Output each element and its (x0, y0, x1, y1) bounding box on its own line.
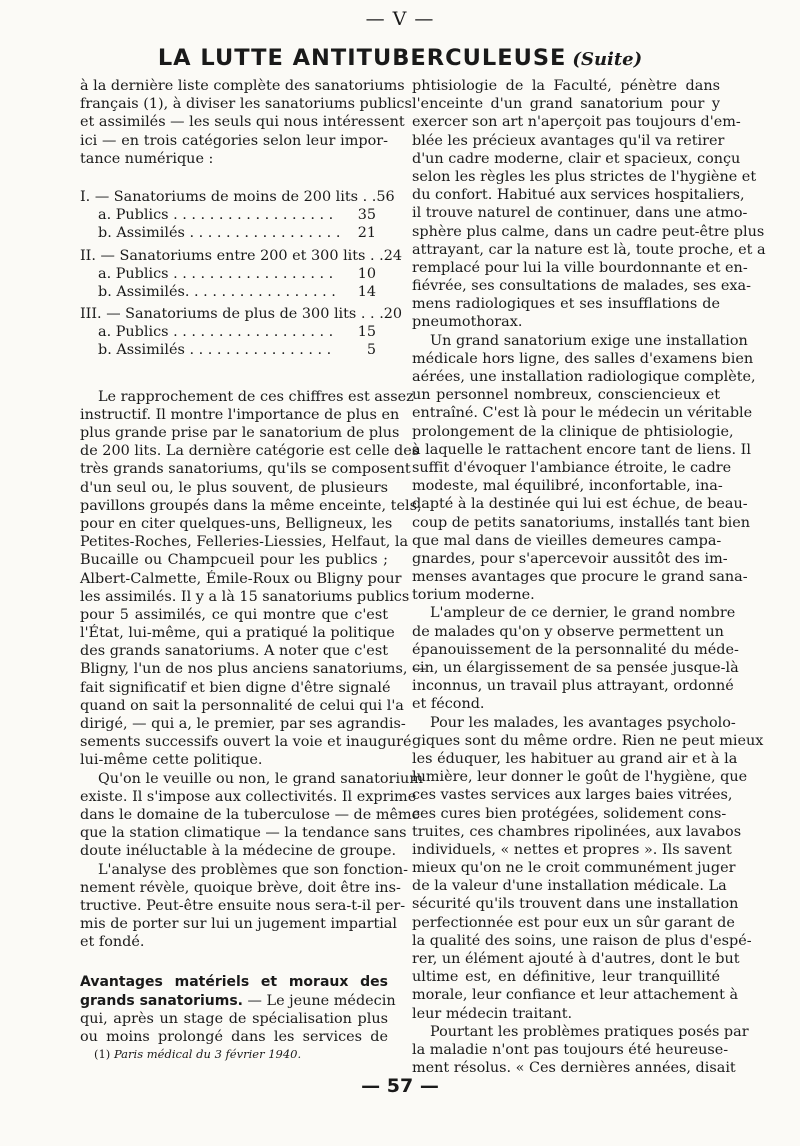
text-line: coup de petits sanatoriums, installés tant bien (412, 514, 751, 531)
footnote-text: Paris médical du 3 février 1940. (113, 1047, 302, 1061)
text-line: mens radiologiques et ses insufflations de (412, 296, 720, 313)
page-number: — 57 — (361, 1075, 439, 1097)
text-line: mis de porter sur lui un jugement impartial (80, 916, 398, 933)
text-line: ou moins prolongé dans les services de (80, 1029, 388, 1045)
subcategory-value: 14 (357, 283, 376, 300)
paragraph (80, 388, 427, 770)
text-line: lui-même cette politique. (80, 752, 263, 769)
text-line: un personnel nombreux, consciencieux et (412, 387, 720, 404)
paragraph (412, 604, 739, 713)
text-line: exercer son art n'aperçoit pas toujours d'em- (412, 114, 741, 131)
subcategory-value: 21 (357, 225, 376, 242)
footnote-marker: (1) (94, 1047, 111, 1061)
category-total: 56 (376, 188, 395, 205)
text-line (80, 992, 396, 1010)
subcategory-label: b. Assimilés. . . . . . . . . . . . . . . . . (98, 283, 336, 300)
text-line: pavillons groupés dans la même enceinte, tels, (80, 497, 422, 514)
subcategory-label: a. Publics . . . . . . . . . . . . . . . . . . (98, 265, 334, 282)
title-text: LA LUTTE ANTITUBERCULEUSE (157, 45, 567, 71)
intro-paragraph (80, 77, 412, 168)
text-line: ment résolus. « Ces dernières années, disait (412, 1060, 736, 1077)
text-line: inconnus, un travail plus attrayant, ordonné (412, 678, 734, 695)
text-line: Le rapprochement de ces chiffres est assez (98, 388, 414, 405)
text-line: des grands sanatoriums. A noter que c'est (80, 643, 388, 660)
text-line: ici — en trois catégories selon leur impor- (80, 132, 388, 149)
subcategory-value: 35 (357, 207, 376, 224)
text-line: instructif. Il montre l'importance de plus en (80, 406, 400, 423)
text-line: la maladie n'ont pas toujours été heureuse- (412, 1041, 729, 1058)
text-line: de 200 lits. La dernière catégorie est celle des (80, 443, 420, 460)
subcategory-row (80, 206, 388, 224)
subcategory-row (80, 224, 388, 242)
text-line: existe. Il s'impose aux collectivités. Il exprime (80, 788, 417, 805)
text-line: d'un seul ou, le plus souvent, de plusieurs (80, 479, 388, 496)
text-line: et fécond. (412, 696, 485, 713)
text-line: tructive. Peut-être ensuite nous sera-t-il per- (80, 897, 406, 914)
text-line: plus grande prise par le sanatorium de plus (80, 425, 400, 441)
text-line: Pourtant les problèmes pratiques posés par (430, 1023, 749, 1040)
text-line: ultime est, en définitive, leur tranquillité (412, 969, 720, 986)
text-line: de malades qu'on y observe permettent un (412, 623, 724, 640)
text-line: gnardes, pour s'apercevoir aussitôt des im- (412, 550, 728, 567)
text-line: modeste, mal équilibré, inconfortable, ina- (412, 478, 723, 495)
text-line: pneumothorax. (412, 314, 523, 331)
text-line: la qualité des soins, une raison de plus d'espé- (412, 932, 752, 949)
text-line: fiévrée, ses consultations de malades, ses exa- (412, 278, 751, 295)
paragraph (412, 332, 756, 605)
category-label: I. — Sanatoriums de moins de 200 lits . . (80, 188, 377, 205)
subcategory-value: 10 (357, 265, 376, 282)
text-line: remplacé pour lui la ville bourdonnante et en- (412, 259, 748, 276)
text-line: fait significatif et bien digne d'être signalé (80, 679, 391, 696)
text-line: dans le domaine de la tuberculose — de même (80, 806, 421, 823)
left-column (80, 77, 427, 1046)
category-row (80, 188, 395, 206)
text-line: il trouve naturel de continuer, dans une atmo- (412, 205, 748, 222)
paragraph (80, 770, 423, 861)
text-line: et fondé. (80, 934, 145, 951)
subcategory-value: 15 (357, 324, 376, 341)
text-line: d'un cadre moderne, clair et spacieux, conçu (412, 150, 741, 167)
text-line: les assimilés. Il y a là 15 sanatoriums publics (80, 588, 410, 605)
subcategory-label: a. Publics . . . . . . . . . . . . . . . . . . (98, 324, 334, 341)
right-column (412, 77, 766, 1077)
section-paragraph (80, 973, 396, 1046)
subcategory-label: b. Assimilés . . . . . . . . . . . . . . . . (98, 342, 332, 359)
text-line: Albert-Calmette, Émile-Roux ou Bligny pour (80, 570, 402, 587)
text-line: Petites-Roches, Felleries-Liessies, Helfaut, la (80, 534, 409, 551)
text-line: ces cures bien protégées, solidement cons- (412, 805, 727, 822)
text-line: l'État, lui-même, qui a pratiqué la politique (80, 625, 395, 642)
paragraph (80, 861, 409, 952)
text-line: prolongement de la clinique de phtisiologie, (412, 423, 734, 440)
page-title (0, 43, 800, 75)
text-line: tance numérique : (80, 150, 214, 167)
subcategory-value: 5 (366, 342, 376, 359)
text-line: attrayant, car la nature est là, toute proche, et a (412, 241, 766, 258)
category-label: III. — Sanatoriums de plus de 300 lits . . . (80, 306, 384, 323)
subcategory-row (80, 323, 388, 341)
text-line: Qu'on le veuille ou non, le grand sanatorium (98, 770, 423, 787)
category-list (80, 188, 403, 360)
text-line: Bucaille ou Champcueil pour les publics ; (80, 552, 388, 569)
subcategory-label: a. Publics . . . . . . . . . . . . . . . . . . (98, 207, 334, 224)
text-line: à la dernière liste complète des sanatoriums (80, 78, 405, 94)
text-line: entraîné. C'est là pour le médecin un véritable (412, 405, 753, 422)
text-line: morale, leur confiance et leur attachement à (412, 987, 739, 1004)
section-heading: Avantages matériels et moraux des (80, 974, 388, 991)
text-line: cin, un élargissement de sa pensée jusque-là (412, 660, 739, 676)
subcategory-row (80, 341, 388, 359)
text-line: Un grand sanatorium exige une installation (430, 332, 748, 349)
text-line: qui, après un stage de spécialisation plus (80, 1010, 388, 1027)
text-line: blée les précieux avantages qu'il va retirer (412, 132, 725, 149)
subcategory-label: b. Assimilés . . . . . . . . . . . . . . . . . (98, 225, 341, 242)
text-line: L'ampleur de ce dernier, le grand nombre (430, 605, 736, 622)
text-line: du confort. Habitué aux services hospitaliers, (412, 187, 745, 204)
section-roman-numeral: — V — (365, 8, 435, 30)
text-line: giques sont du même ordre. Rien ne peut mieux (412, 732, 764, 749)
text-line: pour en citer quelques-uns, Belligneux, les (80, 515, 393, 532)
text-line: mieux qu'on ne le croit communément juger (412, 860, 736, 877)
text-line: et assimilés — les seuls qui nous intéressent (80, 114, 405, 131)
text-line: individuels, « nettes et propres ». Ils savent (412, 841, 732, 858)
text-line: pour 5 assimilés, ce qui montre que c'est (80, 606, 388, 623)
title-suite: (Suite) (572, 49, 643, 70)
category-row (80, 247, 403, 265)
text-line: que la station climatique — la tendance sans (80, 825, 407, 842)
text-line: sements successifs ouvert la voie et inauguré (80, 734, 412, 751)
text-line: menses avantages que procure le grand sana- (412, 569, 748, 586)
paragraph (412, 1023, 749, 1078)
text-line: l'enceinte d'un grand sanatorium pour y (412, 96, 720, 113)
category-row (80, 305, 403, 323)
text-line: épanouissement de la personnalité du méde- (412, 641, 739, 658)
text-line: L'analyse des problèmes que son fonction- (98, 861, 409, 878)
text-line: de la valeur d'une installation médicale. La (412, 878, 727, 895)
paragraph (412, 714, 764, 1023)
subcategory-row (80, 265, 388, 283)
text-line: que mal dans de vieilles demeures campa- (412, 532, 722, 549)
text-line: nement révèle, quoique brève, doit être ins- (80, 879, 401, 896)
text-line: dirigé, — qui a, le premier, par ses agrandis- (80, 716, 406, 732)
text-line: perfectionnée est pour eux un sûr garant de (412, 914, 735, 931)
category-group (80, 305, 403, 360)
subcategory-row (80, 283, 388, 301)
text-line: Bligny, l'un de nos plus anciens sanatoriums, — (80, 661, 427, 678)
text-line: très grands sanatoriums, qu'ils se composent (80, 461, 411, 478)
text-line: quand on sait la personnalité de celui qui l'a (80, 697, 404, 714)
section-heading-end: grands sanatoriums. (80, 992, 243, 1009)
category-total: 24 (383, 247, 403, 264)
category-total: 20 (383, 306, 403, 323)
category-label: II. — Sanatoriums entre 200 et 300 lits . . (80, 247, 384, 264)
text-line: torium moderne. (412, 587, 535, 604)
section-heading-rest: — Le jeune médecin (242, 992, 396, 1009)
text-line: phtisiologie de la Faculté, pénètre dans (412, 78, 720, 94)
text-line: dapté à la destinée qui lui est échue, de beau- (412, 496, 748, 513)
text-line: aérées, une installation radiologique complète, (412, 369, 756, 385)
text-line: médicale hors ligne, des salles d'examens bien (412, 350, 754, 367)
text-line: sphère plus calme, dans un cadre peut-être plus (412, 223, 765, 240)
text-line: truites, ces chambres ripolinées, aux lavabos (412, 823, 742, 840)
text-line: à laquelle le rattachent encore tant de liens. Il (412, 441, 751, 458)
text-line: les éduquer, les habituer au grand air et à la (412, 750, 738, 767)
paragraph (412, 77, 766, 332)
text-line: sécurité qu'ils trouvent dans une installation (412, 896, 739, 913)
text-line: suffit d'évoquer l'ambiance étroite, le cadre (412, 459, 732, 476)
text-line: selon les règles les plus strictes de l'hygiène et (412, 168, 757, 185)
text-line: Pour les malades, les avantages psycholo- (430, 714, 736, 731)
text-line: rer, un élément ajouté à d'autres, dont le but (412, 951, 740, 967)
text-line: ces vastes services aux larges baies vitrées, (412, 787, 733, 804)
text-line: lumière, leur donner le goût de l'hygiène, que (412, 769, 748, 786)
category-group (80, 188, 395, 243)
text-line: leur médecin traitant. (412, 1005, 573, 1022)
category-group (80, 247, 403, 302)
footnote (94, 1047, 301, 1061)
text-line: français (1), à diviser les sanatoriums publics (80, 96, 412, 113)
text-line: doute inéluctable à la médecine de groupe. (80, 843, 397, 860)
